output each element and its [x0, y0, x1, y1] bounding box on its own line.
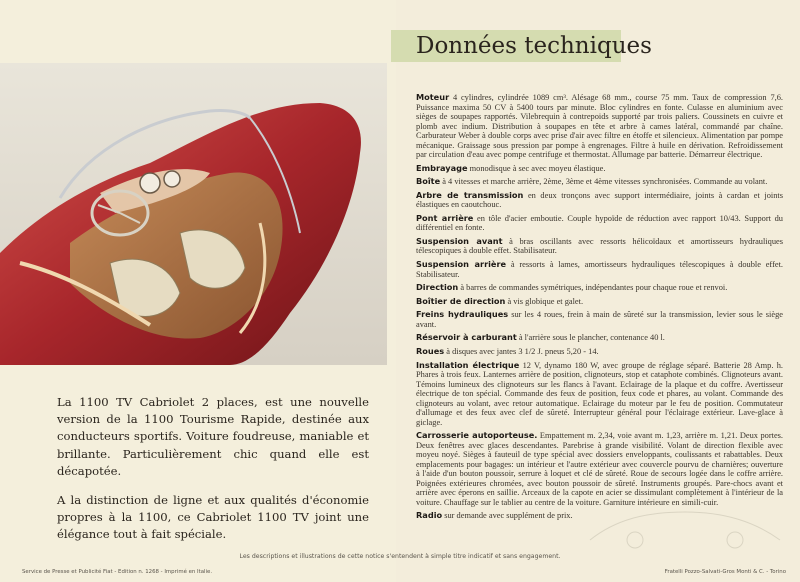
spec-item [416, 260, 783, 279]
spec-label: Moteur [416, 92, 450, 102]
spec-item [416, 297, 783, 307]
spec-text: à vis globique et galet. [507, 296, 584, 306]
spec-label: Roues [416, 346, 445, 357]
spec-item [416, 283, 783, 293]
spec-label: Arbre de transmission [416, 189, 524, 200]
spec-text: 12 V, dynamo 180 W, avec groupe de réglage séparé. Batterie 28 Amp. h. Phares à trois feux. Lanternes arrière de position, clignoteurs, stop et cataphote combinés. Clignoteurs avant. Témoins lumineux des clignoteurs sur les flancs à l'avant. Eclairage de la plaque et du coffre. Avertisseur électrique de ton spécial. Commande des feux de position, feux code et phares, au volant. Commande des clignoteurs au volant, avec retour automatique. Eclairage du moteur par le feu de position. Commutateur d'allumage et des feux avec clef de sûreté. Interrupteur général pour l'éclairage extérieur. Lave-glace à giclage. [416, 360, 784, 427]
spec-label: Direction [416, 282, 459, 293]
spec-label: Suspension avant [416, 235, 503, 246]
spec-item [416, 93, 783, 160]
spec-label: Freins hydrauliques [416, 309, 509, 320]
spec-item [416, 310, 783, 329]
spec-label: Carrosserie autoporteuse. [416, 430, 538, 441]
spec-text: à l'arrière sous le plancher, contenance 40 l. [518, 333, 665, 343]
intro-paragraph-2: A la distinction de ligne et aux qualités d'économie propres à la 1100, ce Cabriolet 1100 TV joint une élégance tout à fait spéciale. [57, 493, 369, 542]
spec-text: à ressorts à lames, amortisseurs hydrauliques télescopiques à double effet. Stabilisateur. [416, 260, 783, 279]
spec-text: Empattement m. 2,34, voie avant m. 1,23, arrière m. 1,21. Deux portes. Deux fenêtres avec glaces descendantes. Parebrise à grande visibilité. Volant de direction flexible avec moyeu noyé. Sièges à fauteuil de type spécial avec dossiers enveloppants, coulissants et rabattables. Deux emplacements pour bagages: un intérieur et l'autre extérieur avec couvercle pourvu de charnières; ouverture à l'aide d'un bouton poussoir, serrure à loquet et clé de sûreté. Roue de secours logée dans le coffre arrière. Poignées extérieures chromées, avec bouton poussoir de sûreté. Instruments groupés. Pare-chocs avant et arrière avec éperons en saillie. Arceaux de la capote en acier se dissimulant complètement à l'intérieur de la voiture. Chauffage sur le tablier au centre de la voiture. Garniture intérieure en simili-cuir. [416, 431, 784, 507]
spec-label: Installation électrique [416, 359, 520, 370]
spec-item [416, 347, 783, 357]
spec-item [416, 237, 783, 256]
spec-label: Pont arrière [416, 212, 474, 223]
spec-item [416, 177, 783, 187]
spec-text: en deux tronçons avec support intermédiaire, joints à cardan et joints élastiques en caoutchouc. [416, 190, 784, 210]
car-photo [0, 63, 387, 365]
spec-label: Boîte [416, 176, 441, 187]
spec-text: à 4 vitesses et marche arrière, 2ème, 3ème et 4ème vitesses synchronisées. Commande au volant. [442, 177, 768, 187]
spec-list [416, 93, 783, 525]
spec-label: Embrayage [416, 162, 468, 173]
spec-item [416, 214, 783, 233]
spec-label: Boîtier de direction [416, 295, 506, 306]
car-outline-watermark [585, 500, 785, 550]
spec-label: Suspension arrière [416, 259, 507, 270]
disclaimer: Les descriptions et illustrations de cette notice s'entendent à simple titre indicatif et sans engagement. [239, 553, 561, 560]
spec-text: à bras oscillants avec ressorts hélicoïdaux et amortisseurs hydrauliques télescopiques à double effet. Stabilisateur. [416, 236, 783, 256]
spec-text: sur demande avec supplément de prix. [444, 511, 573, 521]
spec-text: sur les 4 roues, frein à main de sûreté sur la transmission, levier sous le siège avant. [416, 310, 784, 329]
spec-text: 4 cylindres, cylindrée 1089 cm³. Alésage 68 mm., course 75 mm. Taux de compression 7,6. Puissance maxima 50 CV à 5400 tours par minute. Bloc cylindres en fonte. Culasse en aluminium avec sièges de soupapes rapportés. Vilebrequin à contrepoids supporté par trois paliers. Coussinets en cuivre et plomb avec indium. Distribution à soupapes en tête et arbre à cames latéral, commandé par chaîne. Carburateur Weber à double corps avec prise d'air avec filtre en étoffe et silencieux. Alimentation par pompe mécanique. Graissage sous pression par pompe à engrenages. Filtre à huile en dérivation. Refroidissement par circulation d'eau avec pompe centrifuge et thermostat. Allumage par batterie. Démarreur électrique. [416, 93, 784, 159]
spec-text: monodisque à sec avec moyeu élastique. [469, 163, 606, 173]
intro-text [57, 394, 369, 556]
page-title: Données techniques [416, 33, 652, 59]
footer-publisher: Service de Presse et Publicité Fiat - Edition n. 1268 - Imprimé en Italie. [22, 569, 213, 575]
spec-item [416, 333, 783, 343]
spec-item [416, 164, 783, 174]
spec-text: à disques avec jantes 3 1/2 J. pneus 5,20 - 14. [446, 347, 599, 357]
spec-item [416, 191, 783, 210]
spec-label: Radio [416, 510, 443, 521]
spec-label: Réservoir à carburant [416, 332, 517, 343]
spec-item [416, 361, 783, 428]
footer-printer: Fratelli Pozzo-Salvati-Gros Monti & C. - Torino [664, 569, 786, 575]
spec-text: en tôle d'acier emboutie. Couple hypoïde de réduction avec rapport 10/43. Support du différentiel en fonte. [416, 213, 783, 233]
spec-item [416, 431, 783, 507]
spec-text: à barres de commandes symétriques, indépendantes pour chaque roue et renvoi. [460, 283, 728, 293]
intro-paragraph-1: La 1100 TV Cabriolet 2 places, est une nouvelle version de la 1100 Tourisme Rapide, destinée aux conducteurs sportifs. Voiture foudreuse, maniable et brillante. Particulièrement chic quand elle est décapotée. [57, 395, 369, 478]
